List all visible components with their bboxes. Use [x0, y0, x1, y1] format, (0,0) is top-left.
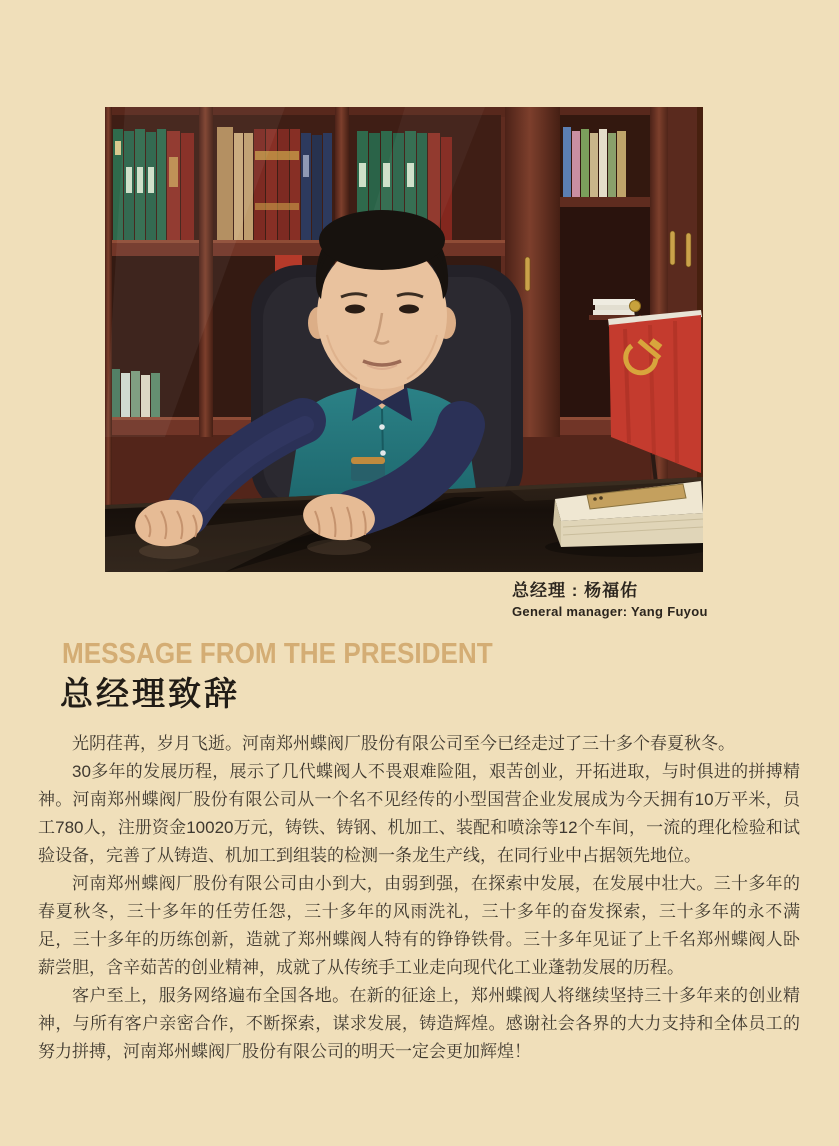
section-title-zh: 总经理致辞 — [60, 677, 240, 713]
caption-en: General manager: Yang Fuyou — [512, 604, 708, 619]
paragraph-2: 30多年的发展历程，展示了几代蝶阀人不畏艰难险阻，艰苦创业，开拓进取，与时俱进的拼搏精神。河南郑州蝶阀厂股份有限公司从一个名不见经传的小型国营企业发展成为今天拥有10万平米，员工780人，注册资金10020万元，铸铁、铸钢、机加工、装配和喷涂等12个车间，一流的理化检验和试验设备，完善了从铸造、机加工到组装的检测一条龙生产线，在同行业中占据领先地位。 — [38, 762, 800, 865]
message-body — [38, 730, 800, 1066]
paragraph-1: 光阴荏苒，岁月飞逝。河南郑州蝶阀厂股份有限公司至今已经走过了三十多个春夏秋冬。 — [72, 734, 735, 753]
photo-caption — [512, 576, 708, 619]
paragraph-3: 河南郑州蝶阀厂股份有限公司由小到大，由弱到强，在探索中发展，在发展中壮大。三十多年的春夏秋冬，三十多年的任劳任怨，三十多年的风雨洗礼，三十多年的奋发探索，三十多年的永不满足，三十多年的历练创新，造就了郑州蝶阀人特有的铮铮铁骨。三十多年见证了上千名郑州蝶阀人卧薪尝胆，含辛茹苦的创业精神，成就了从传统手工业走向现代化工业蓬勃发展的历程。 — [38, 874, 800, 977]
president-photo — [105, 107, 703, 572]
paragraph-4: 客户至上，服务网络遍布全国各地。在新的征途上，郑州蝶阀人将继续坚持三十多年来的创业精神，与所有客户亲密合作，不断探索，谋求发展，铸造辉煌。感谢社会各界的大力支持和全体员工的努力拼搏，河南郑州蝶阀厂股份有限公司的明天一定会更加辉煌！ — [38, 986, 800, 1061]
caption-zh: 总经理 : 杨福佑 — [512, 581, 639, 600]
section-title-en: MESSAGE FROM THE PRESIDENT — [62, 638, 493, 670]
